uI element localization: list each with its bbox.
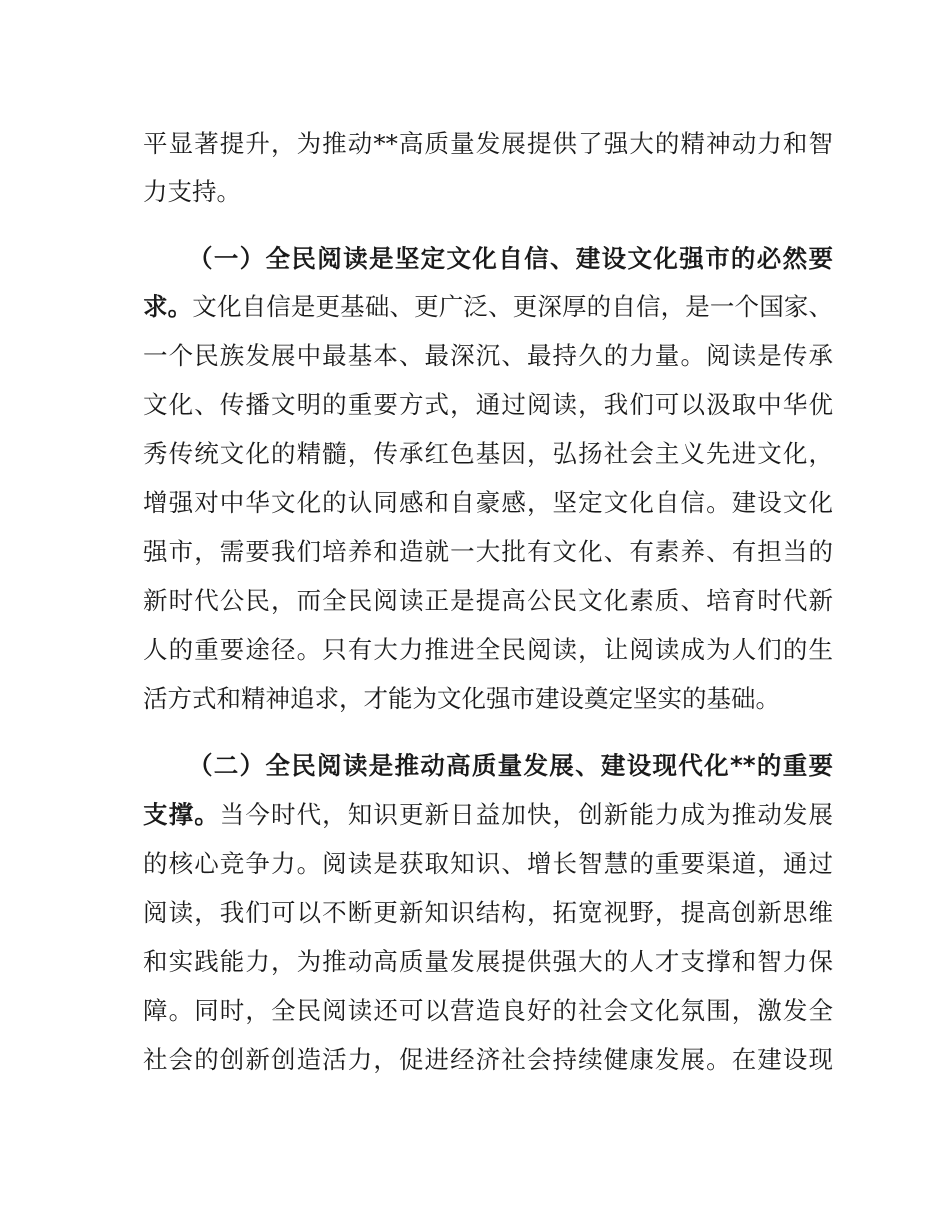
section2-line: 社会的创新创造活力，促进经济社会持续健康发展。在建设现 xyxy=(143,1045,833,1074)
section1-heading-line: （一）全民阅读是坚定文化自信、建设文化强市的必然要 xyxy=(188,244,833,273)
section2-line-first xyxy=(143,800,833,830)
section1-line: 一个民族发展中最基本、最深沉、最持久的力量。阅读是传承 xyxy=(143,341,833,370)
section2-heading-end: 支撑。 xyxy=(143,800,220,829)
section2-first-body: 当今时代，知识更新日益加快，创新能力成为推动发展 xyxy=(219,800,834,829)
section1-line: 强市，需要我们培养和造就一大批有文化、有素养、有担当的 xyxy=(143,537,833,566)
section2-heading-line: （二）全民阅读是推动高质量发展、建设现代化**的重要 xyxy=(188,751,833,780)
section2-line: 障。同时，全民阅读还可以营造良好的社会文化氛围，激发全 xyxy=(143,996,833,1025)
section1-first-body: 文化自信是更基础、更广泛、更深厚的自信，是一个国家、 xyxy=(192,292,833,321)
section1-line: 新时代公民，而全民阅读正是提高公民文化素质、培育时代新 xyxy=(143,586,833,615)
section1-heading-end: 求。 xyxy=(143,292,193,321)
section2-line: 阅读，我们可以不断更新知识结构，拓宽视野，提高创新思维 xyxy=(143,898,833,927)
section1-line: 增强对中华文化的认同感和自豪感，坚定文化自信。建设文化 xyxy=(143,488,833,517)
section2-line: 和实践能力，为推动高质量发展提供强大的人才支撑和智力保 xyxy=(143,947,833,976)
section1-line: 秀传统文化的精髓，传承红色基因，弘扬社会主义先进文化， xyxy=(143,439,833,468)
section2-line: 的核心竞争力。阅读是获取知识、增长智慧的重要渠道，通过 xyxy=(143,849,833,878)
section1-line-last: 活方式和精神追求，才能为文化强市建设奠定坚实的基础。 xyxy=(143,684,780,713)
intro-line-2: 力支持。 xyxy=(143,177,241,206)
section1-line: 人的重要途径。只有大力推进全民阅读，让阅读成为人们的生 xyxy=(143,635,833,664)
section1-line: 文化、传播文明的重要方式，通过阅读，我们可以汲取中华优 xyxy=(143,390,833,419)
intro-line-1: 平显著提升，为推动**高质量发展提供了强大的精神动力和智 xyxy=(143,129,833,158)
section1-line-first xyxy=(143,292,833,322)
